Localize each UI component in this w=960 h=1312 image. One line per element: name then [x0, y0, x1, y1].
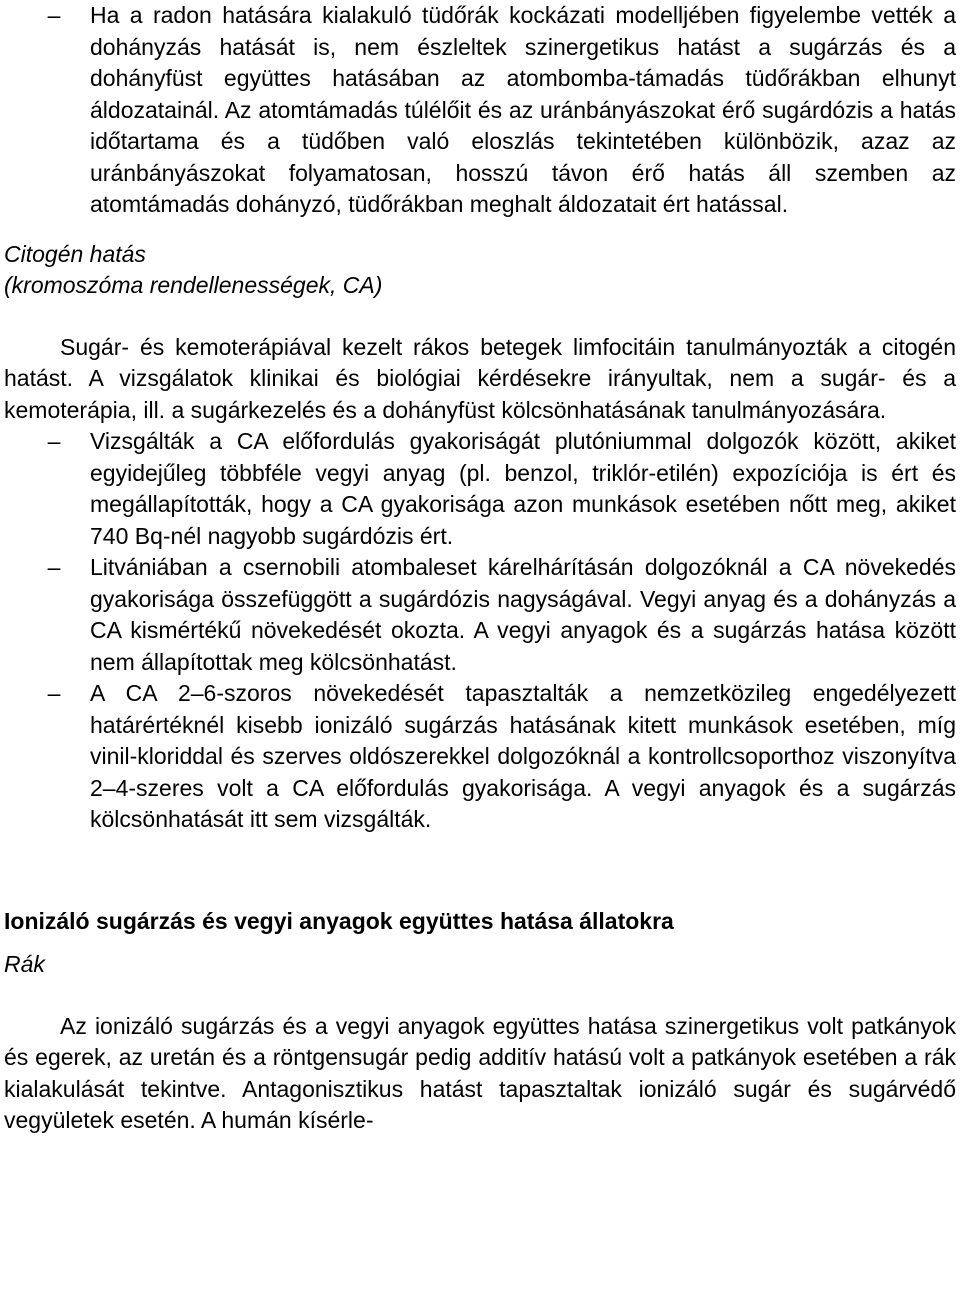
- section-heading-animals: Ionizáló sugárzás és vegyi anyagok együttes hatása állatokra: [4, 907, 674, 934]
- dash-bullet: –: [47, 2, 61, 28]
- animals-paragraph: Az ionizáló sugárzás és a vegyi anyagok együttes hatása szinergetikus volt patkányok és egerek, az uretán és a röntgensugár pedig additív hatású volt a patkányok esetében a rák kialakulását tekintve. Antagonisztikus hatást tapasztaltak ionizáló sugár és sugárvédő vegyületek esetén. A humán kísérle-: [4, 1012, 956, 1133]
- list-item-text: A CA 2–6-szoros növekedését tapasztalták a nemzetközileg engedélyezett határértéknél kisebb ionizáló sugárzás hatásának kitett munkások esetében, míg vinil-kloriddal és szerves oldószerekkel dolgozóknál a kontrollcsoporthoz viszonyítva 2–4-szeres volt a CA előfordulás gyakorisága. A vegyi anyagok és a sugárzás kölcsönhatását itt sem vizsgálták.: [90, 680, 956, 832]
- list-item-plutonium: [4, 426, 956, 552]
- list-item-ca-increase: [4, 678, 956, 836]
- dash-bullet: –: [47, 554, 61, 580]
- list-item-text: Vizsgálták a CA előfordulás gyakoriságát plutóniummal dolgozók között, akiket egyidejűleg többféle vegyi anyag (pl. benzol, triklór-etilén) expozíciója is ért és megállapították, hogy a CA gyakorisága azon munkások esetében nőtt meg, akiket 740 Bq-nél nagyobb sugárdózis ért.: [90, 428, 956, 549]
- list-item-radon: [4, 0, 956, 221]
- citogen-intro-paragraph: Sugár- és kemoterápiával kezelt rákos betegek limfocitáin tanulmányozták a citogén hatást. A vizsgálatok klinikai és biológiai kérdésekre irányultak, nem a sugár- és a kemoterápia, ill. a sugárkezelés és a dohányfüst kölcsönhatásának tanulmányozására.: [4, 333, 956, 423]
- list-item-text: Ha a radon hatására kialakuló tüdőrák kockázati modelljében figyelembe vették a dohányzás hatását is, nem észleltek szinergetikus hatást a sugárzás és a dohányfüst együttes hatásában az atombomba-támadás tüdőrákban elhunyt áldozatainál. Az atomtámadás túlélőit és az uránbányászokat érő sugárdózis a hatás időtartama és a tüdőben való eloszlás tekintetében különbözik, azaz az uránbányászokat folyamatosan, hosszú távon érő hatás áll szemben az atomtámadás dohányzó, tüdőrákban meghalt áldozatait ért hatással.: [90, 2, 956, 217]
- dash-bullet: –: [47, 680, 61, 706]
- list-item-text: Litvániában a csernobili atombaleset kárelhárításán dolgozóknál a CA növekedés gyakorisága összefüggött a sugárdózis nagyságával. Vegyi anyag és a dohányzás a CA kismértékű növekedését okozta. A vegyi anyagok és a sugárzás hatása között nem állapítottak meg kölcsönhatást.: [90, 554, 956, 675]
- list-item-lithuania: [4, 552, 956, 678]
- section-subtitle-citogen: (kromoszóma rendellenességek, CA): [4, 272, 383, 298]
- document-page: [4, 0, 956, 1137]
- subheading-cancer: Rák: [4, 951, 45, 977]
- section-title-citogen: Citogén hatás: [4, 240, 146, 267]
- dash-bullet: –: [47, 428, 61, 454]
